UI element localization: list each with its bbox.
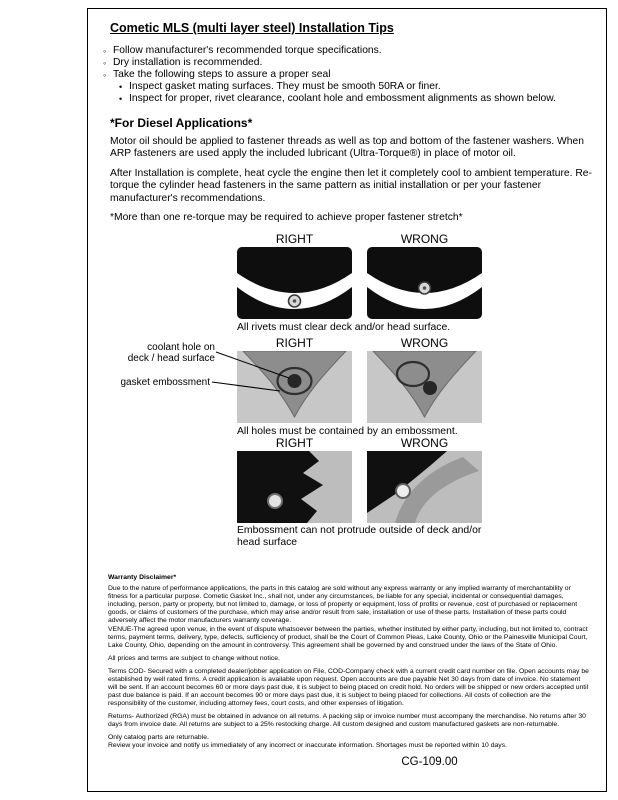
legal-paragraph: All prices and terms are subject to change without notice. — [108, 655, 280, 662]
legal-paragraph: VENUE-The agreed upon venue, in the event of dispute whatsoever between the parties, whether instituted by either party, including, but not limited to, contract terms, payment terms, delivery, type, defects, sufficiency of product, shall be the Court of Common Pleas, Lake County, Ohio or the Painesville Municipal Court, Lake County, Ohio, depending on the amount in controversy. This agreement shall be governed by and construed under the laws of the State of Ohio. — [108, 626, 588, 649]
list-item — [103, 81, 583, 93]
coolant-hole-callout-line2: deck / head surface — [127, 353, 215, 364]
list-item-text: Inspect gasket mating surfaces. They must be smooth 50RA or finer. — [129, 81, 441, 92]
row3-caption: Embossment can not protrude outside of deck and/or head surface — [237, 525, 482, 549]
list-item-text: Inspect for proper, rivet clearance, coolant hole and embossment alignments as shown below. — [129, 93, 556, 104]
legal-paragraph: Only catalog parts are returnable. — [108, 734, 209, 741]
hole-wrong-graphic — [367, 351, 482, 423]
right-label-row3: RIGHT — [275, 436, 314, 450]
legal-paragraph: Due to the nature of performance applications, the parts in this catalog are sold without any express warranty or any implied warranty of merchantability or fitness for a particular purpose. Cometic Gasket Inc., shall not, under any circumstances, be liable for any special, incidental or consequential damages, including, person, party or property, but not limited to, damage, or loss of property or equipment, loss of profits or revenue, cost of purchased or replacement goods, or claims of customers of the purchase, which may arise and/or result from sale, installation or use of these parts. Installation of these parts could adversely affect the motor manufacturers warranty coverage. — [108, 585, 578, 624]
list-item — [103, 45, 583, 57]
retorque-note: *More than one re-torque may be required to achieve proper fastener stretch* — [110, 212, 463, 224]
page-code: CG-109.00 — [401, 756, 458, 768]
diagram-rivet-wrong — [367, 247, 482, 319]
list-item — [103, 93, 583, 105]
coolant-hole-icon — [288, 374, 302, 388]
coolant-hole-callout-line1: coolant hole on — [147, 342, 215, 353]
wrong-label-row3: WRONG — [400, 436, 449, 450]
diesel-paragraphs — [110, 136, 602, 231]
embossment-hole-icon — [268, 494, 282, 508]
gasket-embossment-callout: gasket embossment — [120, 377, 210, 388]
right-label-row2: RIGHT — [275, 336, 314, 350]
diagram-embossment-wrong — [367, 451, 482, 523]
warranty-disclaimer-heading: Warranty Disclaimer* — [108, 574, 177, 581]
diesel-applications-heading: *For Diesel Applications* — [110, 116, 253, 130]
legal-section — [108, 574, 591, 755]
row1-caption: All rivets must clear deck and/or head surface. — [237, 322, 451, 333]
legal-paragraph: Terms COD- Secured with a completed dealer/jobber application on File, COD-Company check with a current credit card number on file. Open accounts may be established by well rated firms. A credit application is available upon request. Open accounts are due payable Net 30 days from date of invoice. No statement will be sent. If an account becomes 60 or more days past due, it is subject to being placed on credit hold. No orders will be shipped or new orders accepted until past due balance is paid. If an account becomes 90 or more days past due, it is subject to being placed for collections. All costs of collection are the responsibility of the customer, including attorney fees, court costs, and other expenses of litigation. — [108, 668, 589, 707]
filled-bullet-icon: • — [119, 94, 123, 104]
list-item-text: Follow manufacturer's recommended torque specifications. — [113, 45, 382, 56]
wrong-label-row2: WRONG — [400, 336, 449, 350]
list-item — [103, 69, 583, 81]
wrong-label-row1: WRONG — [400, 232, 449, 246]
list-item-text: Take the following steps to assure a proper seal — [113, 69, 331, 80]
page-title: Cometic MLS (multi layer steel) Installation Tips — [110, 21, 394, 35]
tips-list — [103, 45, 583, 105]
open-bullet-icon: ◦ — [103, 70, 107, 80]
row2-caption: All holes must be contained by an embossment. — [237, 426, 458, 437]
paragraph-motor-oil: Motor oil should be applied to fastener threads as well as top and bottom of the fastener washers. When ARP fasteners are used apply the included lubricant (Ultra-Torque®) in place of motor oil. — [110, 136, 584, 160]
legal-paragraph: Review your invoice and notify us immediately of any incorrect or inaccurate information. Shortages must be reported within 10 days. — [108, 742, 507, 749]
diagram-rivet-right — [237, 247, 352, 319]
rivet-right-graphic — [237, 247, 352, 319]
open-bullet-icon: ◦ — [103, 58, 107, 68]
hole-right-graphic — [237, 351, 352, 423]
open-bullet-icon: ◦ — [103, 46, 107, 56]
rivet-wrong-graphic — [367, 247, 482, 319]
coolant-hole-icon — [423, 381, 437, 395]
embossment-wrong-graphic — [367, 451, 482, 523]
embossment-hole-icon — [396, 484, 410, 498]
diagram-hole-wrong — [367, 351, 482, 423]
diagram-hole-right — [237, 351, 352, 423]
embossment-right-graphic — [237, 451, 352, 523]
diagram-embossment-right — [237, 451, 352, 523]
right-label-row1: RIGHT — [275, 232, 314, 246]
paragraph-heat-cycle: After Installation is complete, heat cycle the engine then let it completely cool to ambient temperature. Re-torque the cylinder head fasteners in the same pattern as initial installation or per your fastener manufacturer's recommendations. — [110, 167, 592, 204]
legal-paragraph: Returns- Authorized (RGA) must be obtained in advance on all returns. A packing slip or invoice number must accompany the merchandise. No returns after 30 days from invoice date. All returns are subject to a 25% restocking charge. All custom designed and custom manufactured gaskets are non-returnable. — [108, 713, 586, 728]
list-item-text: Dry installation is recommended. — [113, 57, 263, 68]
list-item — [103, 57, 583, 69]
filled-bullet-icon: • — [119, 82, 123, 92]
